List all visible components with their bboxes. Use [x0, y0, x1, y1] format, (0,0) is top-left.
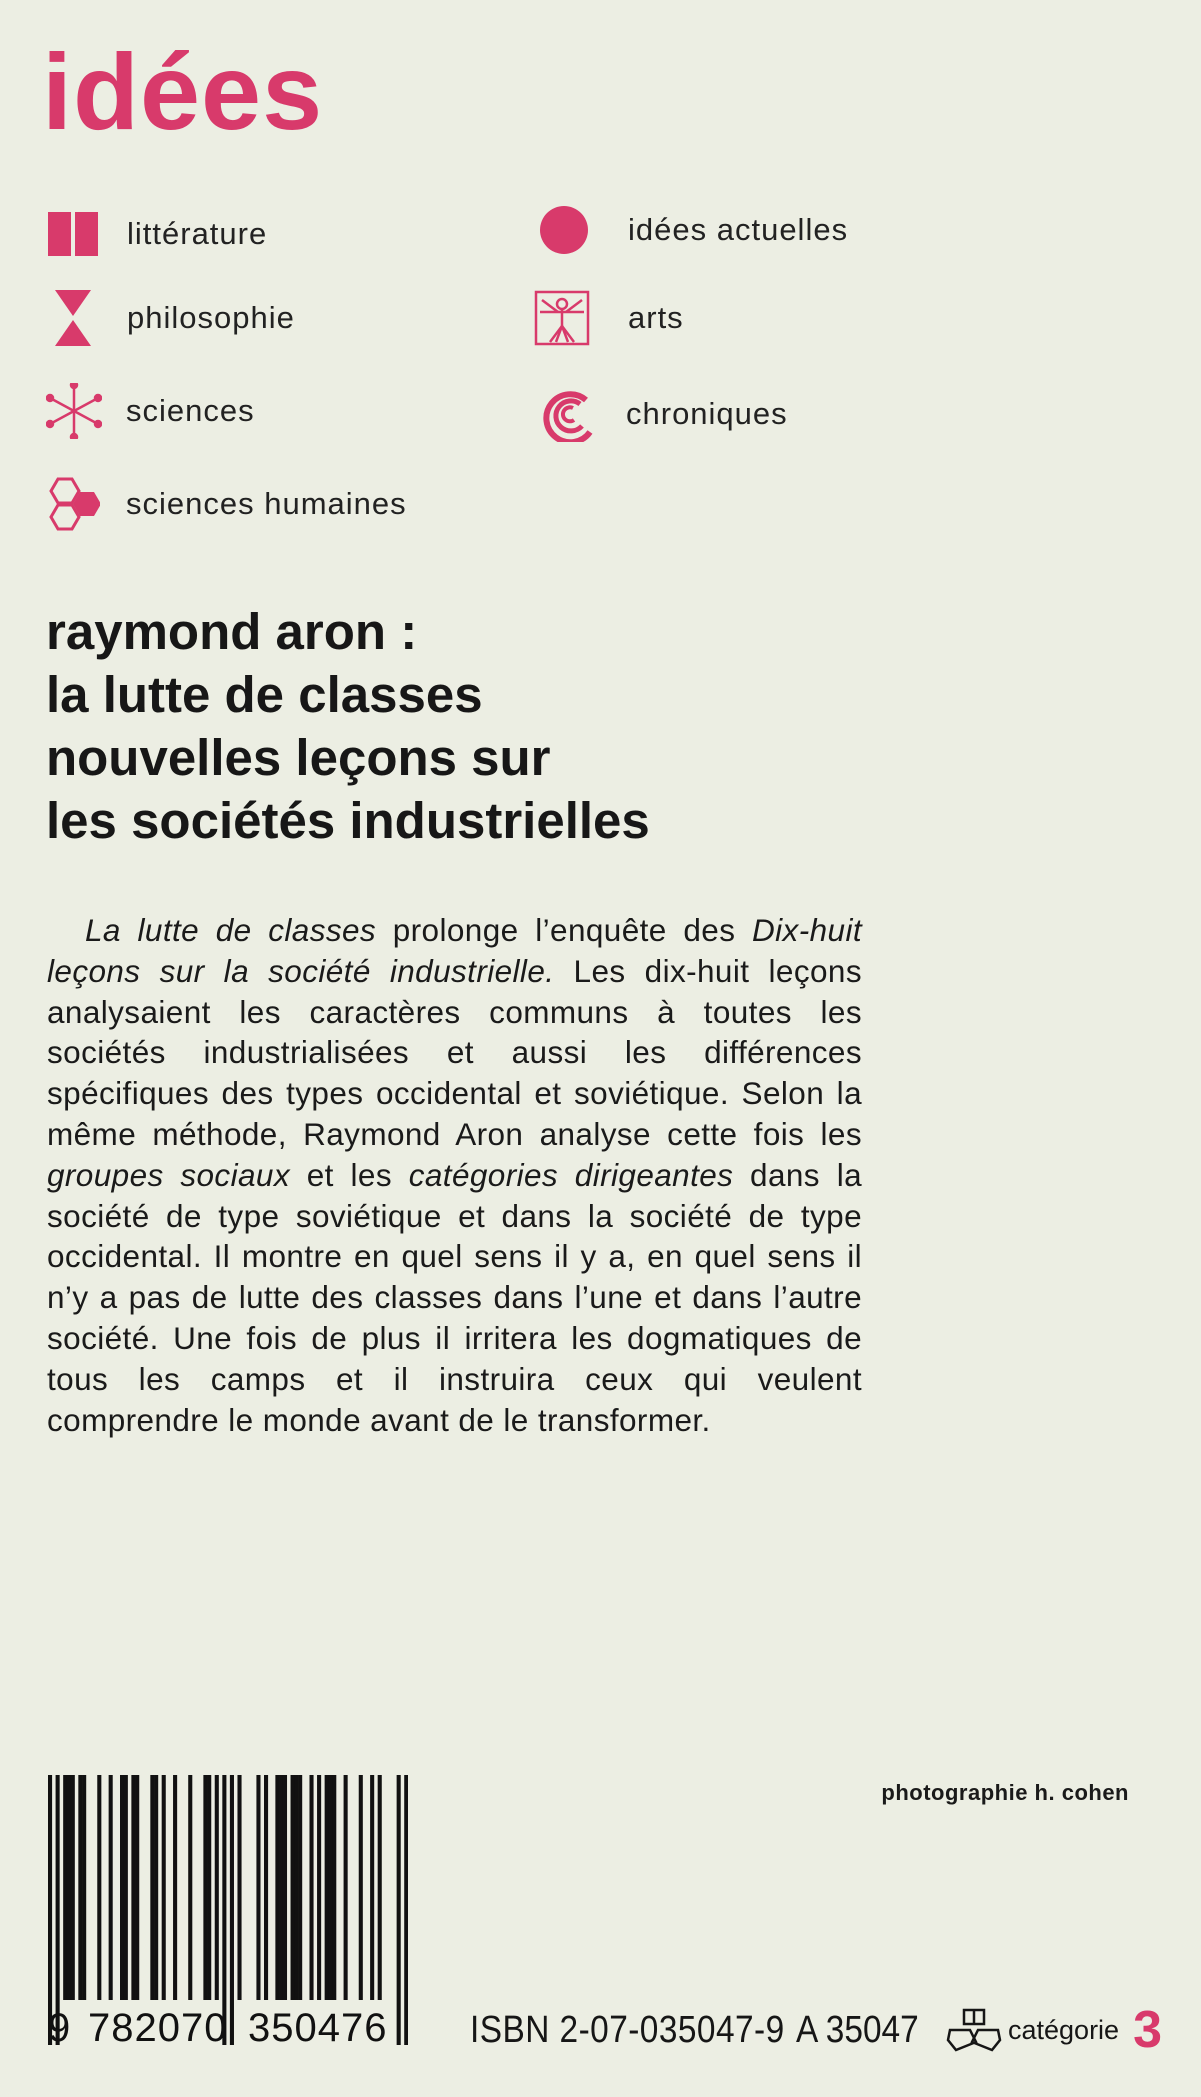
category-sciences: [46, 383, 255, 439]
category-chroniques: [538, 386, 788, 442]
barcode-bar: [275, 1775, 279, 2000]
barcode-bar: [188, 1775, 192, 2000]
barcode-bar: [279, 1775, 283, 2000]
blurb-italic: catégories dirigeantes: [408, 1156, 734, 1193]
catalog-code: A 35047: [796, 2008, 919, 2051]
blurb-italic: La lutte de classes: [85, 912, 377, 948]
barcode-guard-bar: [404, 1775, 408, 2045]
footer-line: [470, 2000, 1162, 2060]
barcode-guard-bar: [56, 1775, 60, 2045]
barcode-bar: [309, 1775, 313, 2000]
category-philosophie: [47, 290, 295, 346]
barcode-bar: [359, 1775, 363, 2000]
barcode-bar: [71, 1775, 75, 2000]
barcode-bar: [162, 1775, 166, 2000]
category-label: sciences humaines: [126, 486, 407, 521]
barcode-bar: [344, 1775, 348, 2000]
barcode-digits: [48, 2006, 408, 2051]
barcode: [48, 1775, 408, 2045]
book-blurb: [47, 910, 862, 1440]
barcode-bar: [109, 1775, 113, 2000]
barcode-bar: [203, 1775, 207, 2000]
category-label: chroniques: [626, 396, 788, 431]
category-litterature: [47, 206, 267, 262]
collection-title: idées: [42, 31, 324, 152]
isbn: ISBN 2-07-035047-9: [470, 2008, 785, 2051]
blurb-text: prolonge l’enquête des: [376, 912, 753, 948]
book-stack-icon: [946, 2008, 1002, 2052]
barcode-bar: [78, 1775, 82, 2000]
barcode-guard-bar: [230, 1775, 234, 2045]
barcode-bar: [294, 1775, 298, 2000]
barcode-bar: [173, 1775, 177, 2000]
barcode-bar: [154, 1775, 158, 2000]
hourglass-icon: [47, 290, 103, 346]
title-line: la lutte de classes: [46, 666, 483, 723]
barcode-bar: [237, 1775, 241, 2000]
blurb-text: Les dix-huit leçons analysaient les caractères communs à toutes les sociétés industrialisées et aussi les différences spécifiques des types occidental et soviétique. Selon la même méthode, Raymond Aron analyse cette fois les: [47, 952, 862, 1152]
title-line: nouvelles leçons sur: [46, 729, 551, 786]
book-title: [46, 600, 1146, 852]
category-label: idées actuelles: [628, 212, 849, 247]
vitruvian-man-icon: [534, 290, 590, 346]
category-label: littérature: [127, 216, 268, 251]
barcode-left-group: 782070: [88, 2006, 228, 2050]
blurb-text: dans la société de type soviétique et dans la société de type occidental. Il montre en quel sens il y a, en quel sens il n’y a pas de lutte des classes dans l’une et dans l’autre société. Une fois de plus il irritera les dogmatiques de tous les camps et il instruira ceux qui veulent comprendre le monde avant de le transformer.: [47, 1156, 863, 1438]
barcode-bar: [328, 1775, 332, 2000]
barcode-bar: [131, 1775, 135, 2000]
barcode-bar: [264, 1775, 268, 2000]
barcode-bar: [370, 1775, 374, 2000]
category-label: sciences: [126, 393, 255, 428]
barcode-bar: [63, 1775, 67, 2000]
category-idees-actuelles: [536, 202, 848, 258]
category-label: arts: [628, 300, 684, 335]
blurb-text: et les: [289, 1156, 409, 1193]
barcode-guard-bar: [397, 1775, 401, 2045]
barcode-guard-bar: [48, 1775, 52, 2045]
category-label: philosophie: [127, 300, 295, 335]
photo-credit: photographie h. cohen: [881, 1780, 1129, 1805]
category-arts: [534, 290, 684, 346]
barcode-right-group: 350476: [248, 2006, 388, 2050]
barcode-bar: [332, 1775, 336, 2000]
barcode-bar: [124, 1775, 128, 2000]
barcode-bar: [378, 1775, 382, 2000]
barcode-bar: [97, 1775, 101, 2000]
barcode-bar: [283, 1775, 287, 2000]
spiral-icon: [538, 386, 594, 442]
category-number: 3: [1133, 2001, 1162, 2059]
blurb-italic: Dix-huit leçons sur la société industrielle.: [47, 912, 862, 989]
barcode-bar: [317, 1775, 321, 2000]
barcode-guard-bar: [222, 1775, 226, 2045]
barcode-bars: [48, 1775, 408, 2045]
barcode-bar: [256, 1775, 260, 2000]
barcode-bar: [291, 1775, 295, 2000]
barcode-bar: [150, 1775, 154, 2000]
barcode-bar: [120, 1775, 124, 2000]
title-line: raymond aron :: [46, 603, 418, 660]
category-word: catégorie: [1008, 2014, 1120, 2045]
circle-icon: [536, 202, 592, 258]
hexagons-icon: [44, 476, 100, 532]
barcode-bar: [207, 1775, 211, 2000]
blurb-italic: groupes sociaux: [47, 1156, 290, 1193]
title-line: les sociétés industrielles: [46, 792, 650, 849]
barcode-bar: [215, 1775, 219, 2000]
star-burst-icon: [46, 383, 102, 439]
category-sciences-humaines: [44, 476, 407, 532]
barcode-bar: [135, 1775, 139, 2000]
two-squares-icon: [47, 206, 103, 262]
barcode-bar: [325, 1775, 329, 2000]
barcode-bar: [67, 1775, 71, 2000]
barcode-bar: [82, 1775, 86, 2000]
barcode-first-digit: 9: [48, 2006, 71, 2050]
barcode-bar: [298, 1775, 302, 2000]
